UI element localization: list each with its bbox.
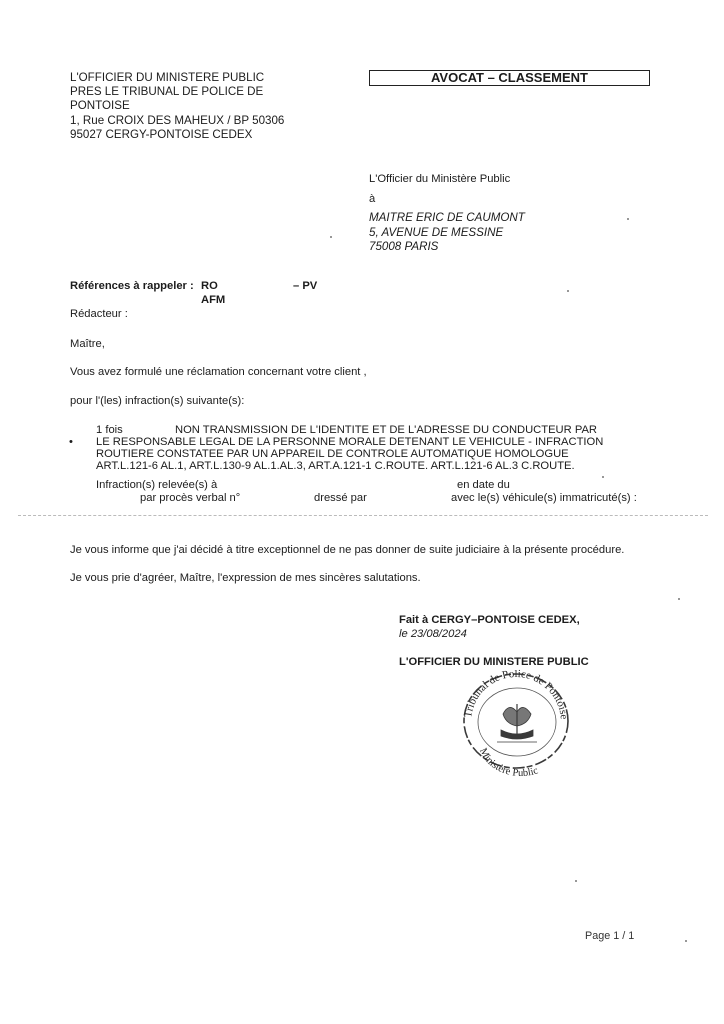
scan-speck xyxy=(678,598,680,600)
reference-ro: RO xyxy=(201,280,218,292)
recipient-street: 5, AVENUE DE MESSINE xyxy=(369,225,504,239)
sender-block xyxy=(70,71,284,142)
sender-line: L'OFFICIER DU MINISTERE PUBLIC xyxy=(70,71,265,84)
scan-speck xyxy=(602,476,604,478)
scan-speck xyxy=(627,218,629,220)
classification-banner: AVOCAT – CLASSEMENT xyxy=(369,70,650,86)
signature-place: Fait à CERGY–PONTOISE CEDEX, xyxy=(399,614,580,626)
sender-line: PONTOISE xyxy=(70,99,130,113)
scan-speck xyxy=(330,236,332,238)
infraction-description xyxy=(96,436,603,473)
proces-verbal-label: par procès verbal n° xyxy=(140,492,241,504)
salutation: Maître, xyxy=(70,338,105,350)
signature-date: le 23/08/2024 xyxy=(399,628,467,640)
infraction-line: ROUTIERE CONSTATEE PAR UN APPAREIL DE CONTROLE AUTOMATIQUE HOMOLOGUE xyxy=(96,448,569,461)
stamp-top-text: Tribunal de Police de Pontoise xyxy=(462,667,570,720)
decision-sentence: Je vous informe que j'ai décidé à titre exceptionnel de ne pas donner de suite judiciaire à la présente procédure. xyxy=(70,544,625,556)
closing-sentence: Je vous prie d'agréer, Maître, l'expression de mes sincères salutations. xyxy=(70,572,421,584)
infraction-count: 1 fois xyxy=(96,424,123,436)
page-number: Page 1 / 1 xyxy=(585,930,635,942)
reference-afm: AFM xyxy=(201,294,226,306)
stamp-bottom-text: Ministère Public xyxy=(477,746,540,776)
recipient-city: 75008 PARIS xyxy=(369,240,439,253)
scan-speck xyxy=(567,290,569,292)
infraction-intro: pour l'(les) infraction(s) suivante(s): xyxy=(70,395,245,407)
relevee-label: Infraction(s) relevée(s) à xyxy=(96,479,218,491)
redacteur-label: Rédacteur : xyxy=(70,308,128,320)
vehicle-label: avec le(s) véhicule(s) immatricuté(s) : xyxy=(451,492,637,504)
date-label: en date du xyxy=(457,479,510,491)
reference-pv: – PV xyxy=(293,280,318,292)
dresse-label: dressé par xyxy=(314,492,367,504)
infraction-line: LE RESPONSABLE LEGAL DE LA PERSONNE MORALE DETENANT LE VEHICULE - INFRACTION xyxy=(96,436,604,448)
divider-line xyxy=(18,515,708,516)
letter-intro: Vous avez formulé une réclamation concernant votre client , xyxy=(70,366,367,378)
official-stamp xyxy=(451,666,581,776)
scan-speck xyxy=(685,940,687,942)
recipient-address xyxy=(369,211,525,255)
bullet-mark: • xyxy=(69,436,73,448)
stamp-emblem xyxy=(497,704,537,742)
addressee-to-word: à xyxy=(369,193,376,205)
infraction-line: ART.L.121-6 AL.1, ART.L.130-9 AL.1.AL.3, ART.A.121-1 C.ROUTE. ART.L.121-6 AL.3 C.ROUTE. xyxy=(96,460,575,473)
infraction-line: NON TRANSMISSION DE L'IDENTITE ET DE L'ADRESSE DU CONDUCTEUR PAR xyxy=(175,424,597,436)
addressee-from: L'Officier du Ministère Public xyxy=(369,173,511,185)
signatory-title: L'OFFICIER DU MINISTERE PUBLIC xyxy=(399,656,589,668)
sender-line: PRES LE TRIBUNAL DE POLICE DE xyxy=(70,85,264,99)
scan-speck xyxy=(575,880,577,882)
sender-line: 1, Rue CROIX DES MAHEUX / BP 50306 xyxy=(70,113,285,127)
sender-line: 95027 CERGY-PONTOISE CEDEX xyxy=(70,127,253,141)
references-label: Références à rappeler : xyxy=(70,280,194,292)
recipient-name: MAITRE ERIC DE CAUMONT xyxy=(369,211,525,224)
